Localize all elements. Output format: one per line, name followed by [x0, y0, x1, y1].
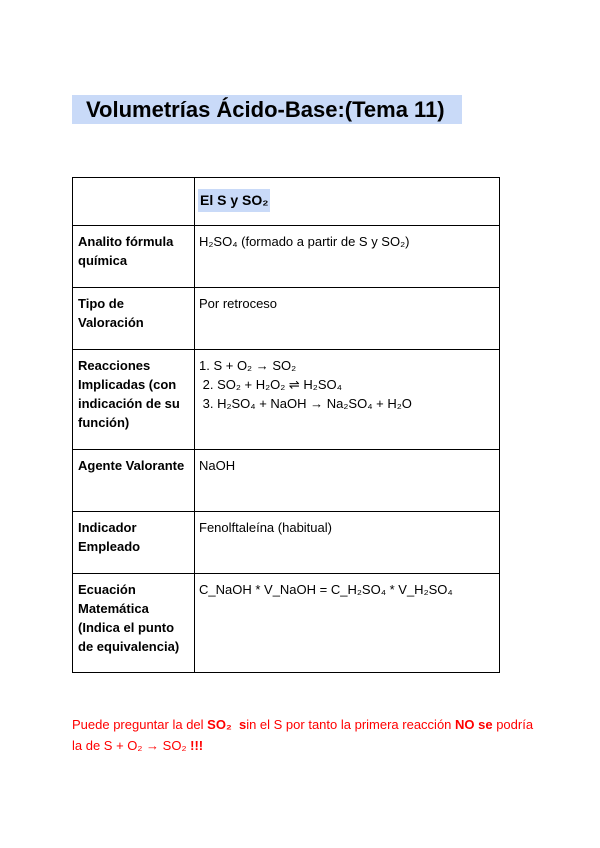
row-label: Ecuación Matemática (Indica el punto de equivalencia)	[78, 582, 180, 654]
row-value-cell	[195, 574, 500, 673]
row-value-cell	[195, 288, 500, 350]
table-row	[73, 512, 500, 574]
note-text: in el S por tanto la primera reacción	[246, 717, 456, 732]
row-label: Indicador Empleado	[78, 520, 141, 554]
row-value-cell	[195, 450, 500, 512]
row-value-cell	[195, 350, 500, 450]
table-row	[73, 178, 500, 226]
row-value-cell	[195, 512, 500, 574]
reaction-line-2: 2. SO₂ + H₂O₂ ⇌ H₂SO₄	[199, 377, 342, 392]
reaction-line-3: 3. H₂SO₄ + NaOH → Na₂SO₄ + H₂O	[199, 396, 412, 411]
note-text	[232, 717, 239, 732]
row-value: NaOH	[199, 458, 236, 473]
note-text: podría la de S + O₂ → SO₂	[72, 717, 534, 753]
summary-table	[72, 177, 500, 673]
red-note	[72, 714, 542, 756]
note-bold: SO₂	[207, 717, 232, 732]
row-label: Analito fórmula química	[78, 234, 174, 268]
table-row	[73, 350, 500, 450]
page-title: Volumetrías Ácido-Base:(Tema 11)	[86, 97, 445, 122]
page-title-highlight	[72, 95, 462, 124]
note-bold: NO se	[455, 717, 493, 732]
note-bold: !!!	[190, 738, 204, 753]
table-row	[73, 226, 500, 288]
row-value-cell	[195, 226, 500, 288]
row-label: Agente Valorante	[78, 458, 185, 473]
row-label-cell	[73, 288, 195, 350]
note-bold: s	[238, 717, 247, 732]
row-label-cell	[73, 512, 195, 574]
header-empty-cell	[73, 178, 195, 226]
row-value: C_NaOH * V_NaOH = C_H₂SO₄ * V_H₂SO₄	[199, 582, 453, 597]
table-row	[73, 288, 500, 350]
table-row	[73, 450, 500, 512]
row-value: Fenolftaleína (habitual)	[199, 520, 332, 535]
row-label: Reacciones Implicadas (con indicación de su función)	[78, 358, 180, 430]
header-value: El S y SO₂	[198, 189, 270, 212]
note-text: Puede preguntar la del	[72, 717, 208, 732]
table-row	[73, 574, 500, 673]
row-label-cell	[73, 574, 195, 673]
row-label-cell	[73, 450, 195, 512]
row-label-cell	[73, 350, 195, 450]
row-value: Por retroceso	[199, 296, 278, 311]
row-label: Tipo de Valoración	[78, 296, 144, 330]
row-value: H₂SO₄ (formado a partir de S y SO₂)	[199, 234, 410, 249]
reaction-line-1: 1. S + O₂ → SO₂	[199, 358, 297, 373]
header-value-cell	[195, 178, 500, 226]
row-label-cell	[73, 226, 195, 288]
